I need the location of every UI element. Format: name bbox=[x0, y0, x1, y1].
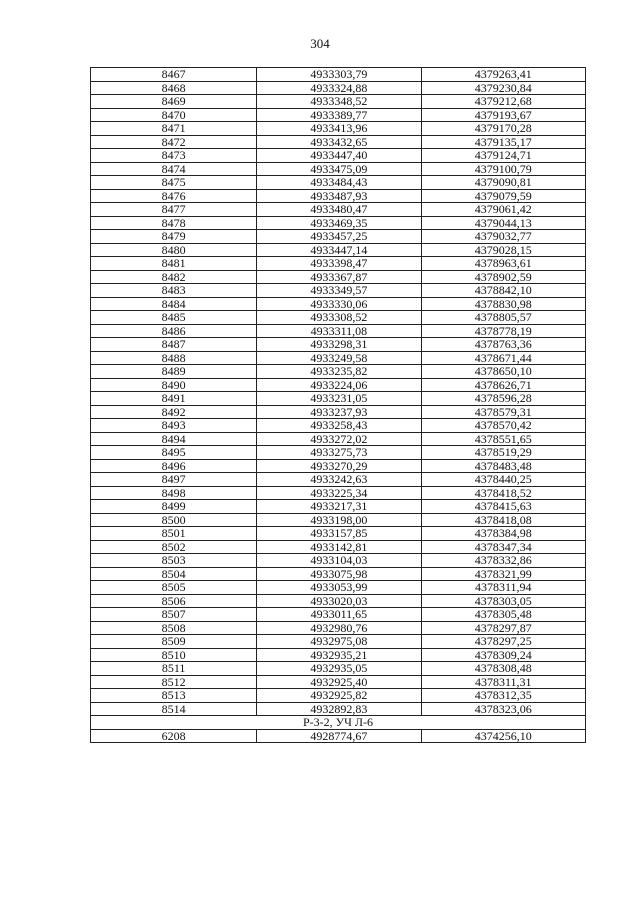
point-number-cell: 8507 bbox=[91, 608, 257, 622]
table-row bbox=[91, 554, 586, 568]
point-number-cell: 8501 bbox=[91, 527, 257, 541]
y-coordinate-cell: 4378830,98 bbox=[421, 297, 585, 311]
y-coordinate-cell: 4378332,86 bbox=[421, 554, 585, 568]
y-coordinate-cell: 4378763,36 bbox=[421, 338, 585, 352]
point-number-cell: 8497 bbox=[91, 473, 257, 487]
point-number-cell: 8502 bbox=[91, 540, 257, 554]
x-coordinate-cell: 4933224,06 bbox=[257, 378, 421, 392]
y-coordinate-cell: 4378671,44 bbox=[421, 351, 585, 365]
y-coordinate-cell: 4378303,05 bbox=[421, 594, 585, 608]
point-number-cell: 8482 bbox=[91, 270, 257, 284]
table-row bbox=[91, 203, 586, 217]
x-coordinate-cell: 4933469,35 bbox=[257, 216, 421, 230]
table-row bbox=[91, 230, 586, 244]
y-coordinate-cell: 4378308,48 bbox=[421, 662, 585, 676]
point-number-cell: 8475 bbox=[91, 176, 257, 190]
point-number-cell: 8511 bbox=[91, 662, 257, 676]
table-row bbox=[91, 446, 586, 460]
point-number-cell: 6208 bbox=[91, 729, 257, 743]
x-coordinate-cell: 4933487,93 bbox=[257, 189, 421, 203]
x-coordinate-cell: 4933275,73 bbox=[257, 446, 421, 460]
table-row bbox=[91, 297, 586, 311]
x-coordinate-cell: 4933237,93 bbox=[257, 405, 421, 419]
y-coordinate-cell: 4379135,17 bbox=[421, 135, 585, 149]
x-coordinate-cell: 4933235,82 bbox=[257, 365, 421, 379]
point-number-cell: 8478 bbox=[91, 216, 257, 230]
x-coordinate-cell: 4933198,00 bbox=[257, 513, 421, 527]
x-coordinate-cell: 4933011,65 bbox=[257, 608, 421, 622]
point-number-cell: 8500 bbox=[91, 513, 257, 527]
x-coordinate-cell: 4933484,43 bbox=[257, 176, 421, 190]
table-row bbox=[91, 392, 586, 406]
table-row bbox=[91, 662, 586, 676]
table-row bbox=[91, 702, 586, 716]
point-number-cell: 8505 bbox=[91, 581, 257, 595]
point-number-cell: 8476 bbox=[91, 189, 257, 203]
point-number-cell: 8514 bbox=[91, 702, 257, 716]
x-coordinate-cell: 4932935,05 bbox=[257, 662, 421, 676]
table-row bbox=[91, 594, 586, 608]
y-coordinate-cell: 4378842,10 bbox=[421, 284, 585, 298]
table-row bbox=[91, 95, 586, 109]
point-number-cell: 8487 bbox=[91, 338, 257, 352]
table-row bbox=[91, 68, 586, 82]
y-coordinate-cell: 4378551,65 bbox=[421, 432, 585, 446]
table-row bbox=[91, 540, 586, 554]
point-number-cell: 8490 bbox=[91, 378, 257, 392]
point-number-cell: 8513 bbox=[91, 689, 257, 703]
point-number-cell: 8472 bbox=[91, 135, 257, 149]
point-number-cell: 8479 bbox=[91, 230, 257, 244]
x-coordinate-cell: 4933413,96 bbox=[257, 122, 421, 136]
y-coordinate-cell: 4379193,67 bbox=[421, 108, 585, 122]
table-row bbox=[91, 216, 586, 230]
x-coordinate-cell: 4933104,03 bbox=[257, 554, 421, 568]
y-coordinate-cell: 4378519,29 bbox=[421, 446, 585, 460]
point-number-cell: 8489 bbox=[91, 365, 257, 379]
x-coordinate-cell: 4933217,31 bbox=[257, 500, 421, 514]
y-coordinate-cell: 4378321,99 bbox=[421, 567, 585, 581]
y-coordinate-cell: 4379032,77 bbox=[421, 230, 585, 244]
y-coordinate-cell: 4378305,48 bbox=[421, 608, 585, 622]
point-number-cell: 8504 bbox=[91, 567, 257, 581]
point-number-cell: 8499 bbox=[91, 500, 257, 514]
x-coordinate-cell: 4932980,76 bbox=[257, 621, 421, 635]
point-number-cell: 8470 bbox=[91, 108, 257, 122]
y-coordinate-cell: 4379061,42 bbox=[421, 203, 585, 217]
table-row bbox=[91, 176, 586, 190]
x-coordinate-cell: 4933367,87 bbox=[257, 270, 421, 284]
table-row bbox=[91, 432, 586, 446]
x-coordinate-cell: 4933298,31 bbox=[257, 338, 421, 352]
x-coordinate-cell: 4933157,85 bbox=[257, 527, 421, 541]
table-row bbox=[91, 459, 586, 473]
y-coordinate-cell: 4378902,59 bbox=[421, 270, 585, 284]
coordinates-table bbox=[90, 67, 586, 743]
point-number-cell: 8512 bbox=[91, 675, 257, 689]
point-number-cell: 8508 bbox=[91, 621, 257, 635]
table-row bbox=[91, 513, 586, 527]
x-coordinate-cell: 4933075,98 bbox=[257, 567, 421, 581]
x-coordinate-cell: 4933308,52 bbox=[257, 311, 421, 325]
y-coordinate-cell: 4378418,08 bbox=[421, 513, 585, 527]
table-row bbox=[91, 365, 586, 379]
y-coordinate-cell: 4379044,13 bbox=[421, 216, 585, 230]
y-coordinate-cell: 4378418,52 bbox=[421, 486, 585, 500]
y-coordinate-cell: 4378347,34 bbox=[421, 540, 585, 554]
x-coordinate-cell: 4933020,03 bbox=[257, 594, 421, 608]
x-coordinate-cell: 4933225,34 bbox=[257, 486, 421, 500]
table-row bbox=[91, 689, 586, 703]
point-number-cell: 8488 bbox=[91, 351, 257, 365]
point-number-cell: 8473 bbox=[91, 149, 257, 163]
point-number-cell: 8493 bbox=[91, 419, 257, 433]
table-row bbox=[91, 189, 586, 203]
y-coordinate-cell: 4374256,10 bbox=[421, 729, 585, 743]
point-number-cell: 8506 bbox=[91, 594, 257, 608]
point-number-cell: 8498 bbox=[91, 486, 257, 500]
point-number-cell: 8492 bbox=[91, 405, 257, 419]
table-row bbox=[91, 378, 586, 392]
x-coordinate-cell: 4933330,06 bbox=[257, 297, 421, 311]
section-header-row bbox=[91, 716, 586, 730]
y-coordinate-cell: 4378311,31 bbox=[421, 675, 585, 689]
y-coordinate-cell: 4379263,41 bbox=[421, 68, 585, 82]
point-number-cell: 8481 bbox=[91, 257, 257, 271]
table-row bbox=[91, 257, 586, 271]
point-number-cell: 8474 bbox=[91, 162, 257, 176]
y-coordinate-cell: 4378311,94 bbox=[421, 581, 585, 595]
y-coordinate-cell: 4379124,71 bbox=[421, 149, 585, 163]
x-coordinate-cell: 4933447,14 bbox=[257, 243, 421, 257]
point-number-cell: 8480 bbox=[91, 243, 257, 257]
x-coordinate-cell: 4933053,99 bbox=[257, 581, 421, 595]
table-row bbox=[91, 149, 586, 163]
y-coordinate-cell: 4378778,19 bbox=[421, 324, 585, 338]
point-number-cell: 8491 bbox=[91, 392, 257, 406]
table-row bbox=[91, 500, 586, 514]
x-coordinate-cell: 4933349,57 bbox=[257, 284, 421, 298]
y-coordinate-cell: 4378596,28 bbox=[421, 392, 585, 406]
section-header: Р-3-2, УЧ Л-6 bbox=[91, 716, 586, 730]
table-row bbox=[91, 270, 586, 284]
x-coordinate-cell: 4933480,47 bbox=[257, 203, 421, 217]
y-coordinate-cell: 4378384,98 bbox=[421, 527, 585, 541]
table-row bbox=[91, 729, 586, 743]
table-row bbox=[91, 473, 586, 487]
table-row bbox=[91, 324, 586, 338]
table-row bbox=[91, 581, 586, 595]
y-coordinate-cell: 4378440,25 bbox=[421, 473, 585, 487]
y-coordinate-cell: 4378323,06 bbox=[421, 702, 585, 716]
y-coordinate-cell: 4379170,28 bbox=[421, 122, 585, 136]
table-row bbox=[91, 648, 586, 662]
x-coordinate-cell: 4932925,40 bbox=[257, 675, 421, 689]
coordinates-table-body bbox=[91, 68, 586, 743]
y-coordinate-cell: 4378297,87 bbox=[421, 621, 585, 635]
x-coordinate-cell: 4933475,09 bbox=[257, 162, 421, 176]
x-coordinate-cell: 4928774,67 bbox=[257, 729, 421, 743]
y-coordinate-cell: 4378309,24 bbox=[421, 648, 585, 662]
point-number-cell: 8503 bbox=[91, 554, 257, 568]
table-row bbox=[91, 135, 586, 149]
x-coordinate-cell: 4933231,05 bbox=[257, 392, 421, 406]
y-coordinate-cell: 4378570,42 bbox=[421, 419, 585, 433]
y-coordinate-cell: 4379212,68 bbox=[421, 95, 585, 109]
x-coordinate-cell: 4932925,82 bbox=[257, 689, 421, 703]
point-number-cell: 8467 bbox=[91, 68, 257, 82]
point-number-cell: 8469 bbox=[91, 95, 257, 109]
point-number-cell: 8483 bbox=[91, 284, 257, 298]
table-row bbox=[91, 486, 586, 500]
x-coordinate-cell: 4933258,43 bbox=[257, 419, 421, 433]
x-coordinate-cell: 4933348,52 bbox=[257, 95, 421, 109]
point-number-cell: 8486 bbox=[91, 324, 257, 338]
table-row bbox=[91, 621, 586, 635]
y-coordinate-cell: 4378805,57 bbox=[421, 311, 585, 325]
x-coordinate-cell: 4932935,21 bbox=[257, 648, 421, 662]
table-row bbox=[91, 608, 586, 622]
y-coordinate-cell: 4378626,71 bbox=[421, 378, 585, 392]
y-coordinate-cell: 4379100,79 bbox=[421, 162, 585, 176]
x-coordinate-cell: 4933303,79 bbox=[257, 68, 421, 82]
y-coordinate-cell: 4378312,35 bbox=[421, 689, 585, 703]
x-coordinate-cell: 4932892,83 bbox=[257, 702, 421, 716]
x-coordinate-cell: 4933432,65 bbox=[257, 135, 421, 149]
x-coordinate-cell: 4933447,40 bbox=[257, 149, 421, 163]
point-number-cell: 8477 bbox=[91, 203, 257, 217]
table-row bbox=[91, 108, 586, 122]
y-coordinate-cell: 4379028,15 bbox=[421, 243, 585, 257]
y-coordinate-cell: 4379090,81 bbox=[421, 176, 585, 190]
y-coordinate-cell: 4378650,10 bbox=[421, 365, 585, 379]
point-number-cell: 8509 bbox=[91, 635, 257, 649]
x-coordinate-cell: 4933311,08 bbox=[257, 324, 421, 338]
point-number-cell: 8471 bbox=[91, 122, 257, 136]
table-row bbox=[91, 635, 586, 649]
point-number-cell: 8510 bbox=[91, 648, 257, 662]
x-coordinate-cell: 4933249,58 bbox=[257, 351, 421, 365]
x-coordinate-cell: 4933272,02 bbox=[257, 432, 421, 446]
page-number: 304 bbox=[310, 36, 330, 51]
y-coordinate-cell: 4379230,84 bbox=[421, 81, 585, 95]
point-number-cell: 8496 bbox=[91, 459, 257, 473]
table-row bbox=[91, 405, 586, 419]
point-number-cell: 8495 bbox=[91, 446, 257, 460]
x-coordinate-cell: 4933242,63 bbox=[257, 473, 421, 487]
table-row bbox=[91, 419, 586, 433]
table-row bbox=[91, 284, 586, 298]
table-row bbox=[91, 338, 586, 352]
x-coordinate-cell: 4932975,08 bbox=[257, 635, 421, 649]
y-coordinate-cell: 4378483,48 bbox=[421, 459, 585, 473]
table-row bbox=[91, 567, 586, 581]
table-row bbox=[91, 351, 586, 365]
table-row bbox=[91, 243, 586, 257]
x-coordinate-cell: 4933398,47 bbox=[257, 257, 421, 271]
x-coordinate-cell: 4933324,88 bbox=[257, 81, 421, 95]
y-coordinate-cell: 4378415,63 bbox=[421, 500, 585, 514]
y-coordinate-cell: 4378579,31 bbox=[421, 405, 585, 419]
x-coordinate-cell: 4933142,81 bbox=[257, 540, 421, 554]
x-coordinate-cell: 4933457,25 bbox=[257, 230, 421, 244]
x-coordinate-cell: 4933389,77 bbox=[257, 108, 421, 122]
point-number-cell: 8484 bbox=[91, 297, 257, 311]
table-row bbox=[91, 122, 586, 136]
table-row bbox=[91, 162, 586, 176]
table-row bbox=[91, 675, 586, 689]
y-coordinate-cell: 4379079,59 bbox=[421, 189, 585, 203]
table-row bbox=[91, 311, 586, 325]
table-row bbox=[91, 81, 586, 95]
point-number-cell: 8494 bbox=[91, 432, 257, 446]
point-number-cell: 8485 bbox=[91, 311, 257, 325]
table-row bbox=[91, 527, 586, 541]
y-coordinate-cell: 4378297,25 bbox=[421, 635, 585, 649]
y-coordinate-cell: 4378963,61 bbox=[421, 257, 585, 271]
x-coordinate-cell: 4933270,29 bbox=[257, 459, 421, 473]
point-number-cell: 8468 bbox=[91, 81, 257, 95]
